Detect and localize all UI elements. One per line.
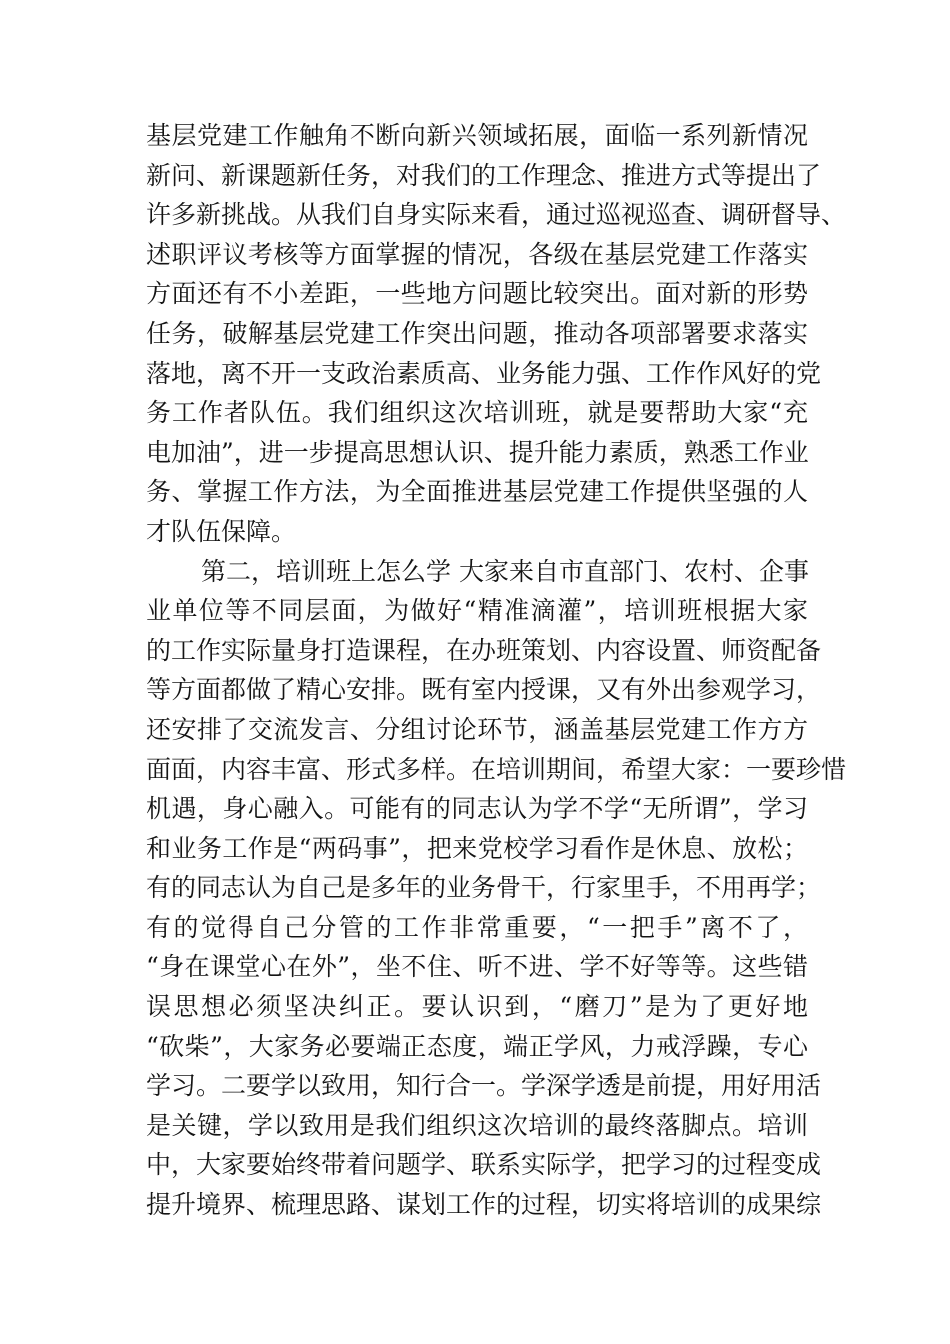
text-line: “砍柴”，大家务必要端正态度，端正学风，力戒浮躁，专心: [146, 1031, 808, 1061]
text-line: 机遇，身心融入。可能有的同志认为学不学“无所谓”，学习: [146, 794, 808, 824]
text-line: 有的同志认为自己是多年的业务骨干，行家里手，不用再学；: [146, 873, 822, 903]
text-line: 电加油”，进一步提高思想认识、提升能力素质，熟悉工作业: [146, 437, 809, 467]
text-line: 业单位等不同层面，为做好“精准滴灌”，培训班根据大家: [146, 596, 808, 626]
text-line: 和业务工作是“两码事”，把来党校学习看作是休息、放松；: [146, 833, 808, 863]
text-line: 述职评议考核等方面掌握的情况，各级在基层党建工作落实: [146, 239, 808, 269]
text-line: 误思想必须坚决纠正。要认识到，“磨刀”是为了更好地: [146, 992, 808, 1022]
text-line: 中，大家要始终带着问题学、联系实际学，把学习的过程变成: [146, 1150, 822, 1180]
text-line: 方面还有不小差距，一些地方问题比较突出。面对新的形势: [146, 279, 808, 309]
text-line: 面面，内容丰富、形式多样。在培训期间，希望大家：一要珍惜: [146, 754, 847, 784]
text-line: “身在课堂心在外”，坐不住、听不进、学不好等等。这些错: [146, 952, 808, 982]
text-line: 才队伍保障。: [146, 516, 297, 546]
body-text: [146, 116, 847, 1225]
text-line: 的工作实际量身打造课程，在办班策划、内容设置、师资配备: [146, 635, 822, 665]
section-heading-line: 第二，培训班上怎么学 大家来自市直部门、农村、企事: [201, 556, 809, 586]
text-line: 务工作者队伍。我们组织这次培训班，就是要帮助大家“充: [146, 398, 808, 428]
text-line: 基层党建工作触角不断向新兴领域拓展，面临一系列新情况: [146, 121, 808, 150]
text-line: 新问、新课题新任务，对我们的工作理念、推进方式等提出了: [146, 160, 822, 190]
text-line: 务、掌握工作方法，为全面推进基层党建工作提供坚强的人: [146, 477, 808, 507]
text-line: 等方面都做了精心安排。既有室内授课，又有外出参观学习，: [146, 675, 822, 705]
text-line: 落地，离不开一支政治素质高、业务能力强、工作作风好的党: [146, 358, 822, 388]
text-line: 学习。二要学以致用，知行合一。学深学透是前提，用好用活: [146, 1071, 822, 1101]
text-line: 是关键，学以致用是我们组织这次培训的最终落脚点。培训: [146, 1110, 808, 1140]
text-line: 提升境界、梳理思路、谋划工作的过程，切实将培训的成果综: [146, 1190, 822, 1220]
text-line: 有的觉得自己分管的工作非常重要，“一把手”离不了，: [146, 912, 808, 942]
text-line: 还安排了交流发言、分组讨论环节，涵盖基层党建工作方方: [146, 714, 808, 744]
text-line: 任务，破解基层党建工作突出问题，推动各项部署要求落实: [146, 318, 808, 348]
text-line: 许多新挑战。从我们自身实际来看，通过巡视巡查、调研督导、: [146, 200, 847, 230]
